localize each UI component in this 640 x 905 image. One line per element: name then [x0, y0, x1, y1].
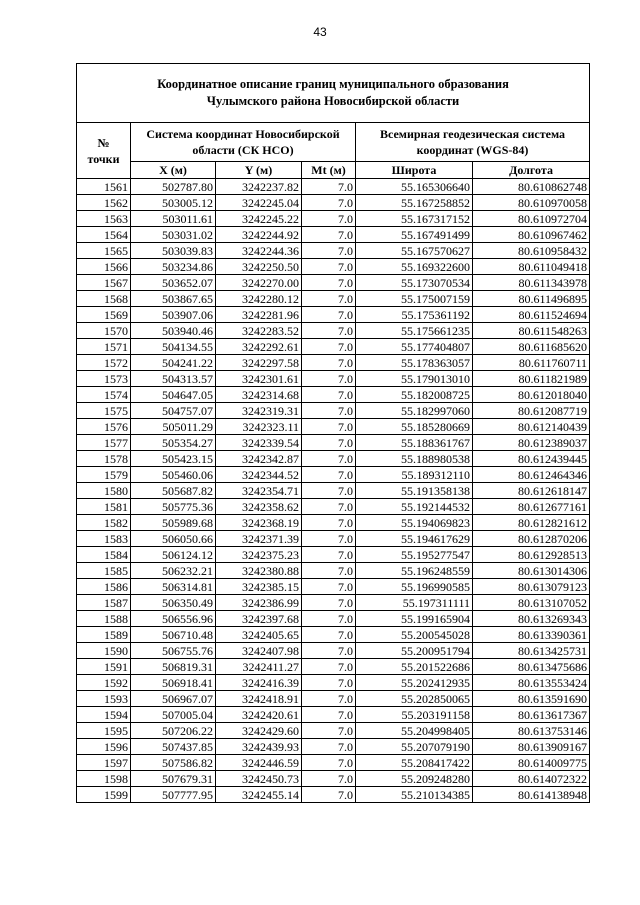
mt-cell: 7.0 [302, 403, 356, 419]
point-number-cell: 1577 [77, 435, 131, 451]
mt-cell: 7.0 [302, 259, 356, 275]
x-cell: 503011.61 [131, 211, 216, 227]
table-row [77, 387, 590, 403]
y-cell: 3242371.39 [216, 531, 302, 547]
x-cell: 506967.07 [131, 691, 216, 707]
point-number-cell: 1569 [77, 307, 131, 323]
latitude-cell: 55.175661235 [356, 323, 473, 339]
latitude-cell: 55.210134385 [356, 787, 473, 803]
coordinates-table [76, 63, 590, 803]
longitude-cell: 80.610958432 [473, 243, 590, 259]
longitude-cell: 80.613390361 [473, 627, 590, 643]
y-cell: 3242237.82 [216, 179, 302, 195]
table-row [77, 739, 590, 755]
x-cell: 506314.81 [131, 579, 216, 595]
y-cell: 3242375.23 [216, 547, 302, 563]
x-cell: 503940.46 [131, 323, 216, 339]
point-number-cell: 1561 [77, 179, 131, 195]
table-row [77, 531, 590, 547]
point-number-cell: 1585 [77, 563, 131, 579]
point-number-cell: 1568 [77, 291, 131, 307]
x-cell: 505989.68 [131, 515, 216, 531]
y-cell: 3242244.36 [216, 243, 302, 259]
table-row [77, 403, 590, 419]
latitude-cell: 55.169322600 [356, 259, 473, 275]
mt-cell: 7.0 [302, 515, 356, 531]
latitude-cell: 55.209248280 [356, 771, 473, 787]
latitude-cell: 55.185280669 [356, 419, 473, 435]
table-row [77, 659, 590, 675]
x-cell: 506755.76 [131, 643, 216, 659]
table-row [77, 579, 590, 595]
point-number-cell: 1571 [77, 339, 131, 355]
longitude-cell: 80.612821612 [473, 515, 590, 531]
table-row [77, 611, 590, 627]
mt-cell: 7.0 [302, 787, 356, 803]
point-number-cell: 1578 [77, 451, 131, 467]
y-cell: 3242354.71 [216, 483, 302, 499]
x-cell: 507586.82 [131, 755, 216, 771]
point-number-cell: 1595 [77, 723, 131, 739]
title-row [77, 64, 590, 123]
table-title [77, 64, 590, 123]
table-row [77, 691, 590, 707]
y-column-header: Y (м) [216, 162, 302, 179]
latitude-cell: 55.202850065 [356, 691, 473, 707]
longitude-cell: 80.613107052 [473, 595, 590, 611]
table-row [77, 467, 590, 483]
y-cell: 3242244.92 [216, 227, 302, 243]
latitude-cell: 55.182997060 [356, 403, 473, 419]
longitude-cell: 80.613475686 [473, 659, 590, 675]
latitude-cell: 55.175361192 [356, 307, 473, 323]
longitude-cell: 80.611049418 [473, 259, 590, 275]
y-cell: 3242386.99 [216, 595, 302, 611]
longitude-cell: 80.613269343 [473, 611, 590, 627]
x-cell: 507777.95 [131, 787, 216, 803]
longitude-column-header: Долгота [473, 162, 590, 179]
point-number-cell: 1587 [77, 595, 131, 611]
latitude-cell: 55.173070534 [356, 275, 473, 291]
x-cell: 503005.12 [131, 195, 216, 211]
mt-cell: 7.0 [302, 659, 356, 675]
table-row [77, 211, 590, 227]
longitude-cell: 80.612928513 [473, 547, 590, 563]
latitude-cell: 55.203191158 [356, 707, 473, 723]
y-cell: 3242280.12 [216, 291, 302, 307]
y-cell: 3242455.14 [216, 787, 302, 803]
latitude-cell: 55.204998405 [356, 723, 473, 739]
point-number-cell: 1580 [77, 483, 131, 499]
mt-cell: 7.0 [302, 339, 356, 355]
point-number-cell: 1590 [77, 643, 131, 659]
longitude-cell: 80.612087719 [473, 403, 590, 419]
group-header-row [77, 123, 590, 162]
point-number-cell: 1575 [77, 403, 131, 419]
table-row [77, 707, 590, 723]
x-cell: 503039.83 [131, 243, 216, 259]
point-number-cell: 1567 [77, 275, 131, 291]
table-row [77, 771, 590, 787]
y-cell: 3242380.88 [216, 563, 302, 579]
y-cell: 3242314.68 [216, 387, 302, 403]
x-cell: 506556.96 [131, 611, 216, 627]
longitude-cell: 80.611821989 [473, 371, 590, 387]
x-cell: 504241.22 [131, 355, 216, 371]
mt-cell: 7.0 [302, 755, 356, 771]
y-cell: 3242339.54 [216, 435, 302, 451]
point-number-cell: 1562 [77, 195, 131, 211]
point-number-cell: 1591 [77, 659, 131, 675]
mt-cell: 7.0 [302, 707, 356, 723]
column-header-row [77, 162, 590, 179]
y-cell: 3242245.04 [216, 195, 302, 211]
longitude-cell: 80.613909167 [473, 739, 590, 755]
x-cell: 503867.65 [131, 291, 216, 307]
longitude-cell: 80.610972704 [473, 211, 590, 227]
mt-cell: 7.0 [302, 387, 356, 403]
table-row [77, 307, 590, 323]
latitude-cell: 55.200545028 [356, 627, 473, 643]
x-cell: 503031.02 [131, 227, 216, 243]
mt-cell: 7.0 [302, 739, 356, 755]
y-cell: 3242439.93 [216, 739, 302, 755]
longitude-cell: 80.614072322 [473, 771, 590, 787]
longitude-cell: 80.612464346 [473, 467, 590, 483]
y-cell: 3242420.61 [216, 707, 302, 723]
x-column-header: X (м) [131, 162, 216, 179]
table-row [77, 195, 590, 211]
latitude-cell: 55.167570627 [356, 243, 473, 259]
x-cell: 506819.31 [131, 659, 216, 675]
latitude-cell: 55.196248559 [356, 563, 473, 579]
latitude-cell: 55.188980538 [356, 451, 473, 467]
y-cell: 3242407.98 [216, 643, 302, 659]
point-number-cell: 1581 [77, 499, 131, 515]
mt-cell: 7.0 [302, 611, 356, 627]
mt-cell: 7.0 [302, 579, 356, 595]
mt-cell: 7.0 [302, 643, 356, 659]
longitude-cell: 80.612870206 [473, 531, 590, 547]
longitude-cell: 80.613617367 [473, 707, 590, 723]
y-cell: 3242283.52 [216, 323, 302, 339]
longitude-cell: 80.612389037 [473, 435, 590, 451]
table-row [77, 627, 590, 643]
point-number-header-line2: точки [87, 151, 120, 166]
x-cell: 505423.15 [131, 451, 216, 467]
longitude-cell: 80.613079123 [473, 579, 590, 595]
longitude-cell: 80.611760711 [473, 355, 590, 371]
y-cell: 3242418.91 [216, 691, 302, 707]
longitude-cell: 80.612618147 [473, 483, 590, 499]
mt-cell: 7.0 [302, 483, 356, 499]
x-cell: 505687.82 [131, 483, 216, 499]
latitude-cell: 55.188361767 [356, 435, 473, 451]
x-cell: 503907.06 [131, 307, 216, 323]
y-cell: 3242281.96 [216, 307, 302, 323]
table-row [77, 291, 590, 307]
mt-cell: 7.0 [302, 179, 356, 195]
latitude-cell: 55.182008725 [356, 387, 473, 403]
longitude-cell: 80.613425731 [473, 643, 590, 659]
nso-system-header: Система координат Новосибирской области (СК НСО) [131, 123, 356, 162]
point-number-header-line1: № [97, 135, 110, 150]
longitude-cell: 80.610862748 [473, 179, 590, 195]
mt-cell: 7.0 [302, 211, 356, 227]
table-row [77, 435, 590, 451]
x-cell: 502787.80 [131, 179, 216, 195]
latitude-cell: 55.175007159 [356, 291, 473, 307]
mt-column-header: Mt (м) [302, 162, 356, 179]
point-number-cell: 1574 [77, 387, 131, 403]
table-row [77, 227, 590, 243]
table-row [77, 419, 590, 435]
point-number-cell: 1588 [77, 611, 131, 627]
mt-cell: 7.0 [302, 227, 356, 243]
mt-cell: 7.0 [302, 323, 356, 339]
table-row [77, 499, 590, 515]
y-cell: 3242250.50 [216, 259, 302, 275]
point-number-cell: 1570 [77, 323, 131, 339]
latitude-cell: 55.194069823 [356, 515, 473, 531]
point-number-cell: 1566 [77, 259, 131, 275]
y-cell: 3242270.00 [216, 275, 302, 291]
x-cell: 506124.12 [131, 547, 216, 563]
table-row [77, 787, 590, 803]
y-cell: 3242292.61 [216, 339, 302, 355]
longitude-cell: 80.614138948 [473, 787, 590, 803]
latitude-cell: 55.167491499 [356, 227, 473, 243]
point-number-cell: 1564 [77, 227, 131, 243]
x-cell: 504757.07 [131, 403, 216, 419]
point-number-cell: 1594 [77, 707, 131, 723]
longitude-cell: 80.614009775 [473, 755, 590, 771]
point-number-cell: 1589 [77, 627, 131, 643]
y-cell: 3242319.31 [216, 403, 302, 419]
y-cell: 3242323.11 [216, 419, 302, 435]
point-number-cell: 1573 [77, 371, 131, 387]
point-number-cell: 1576 [77, 419, 131, 435]
point-number-cell: 1599 [77, 787, 131, 803]
mt-cell: 7.0 [302, 691, 356, 707]
mt-cell: 7.0 [302, 595, 356, 611]
mt-cell: 7.0 [302, 563, 356, 579]
x-cell: 507206.22 [131, 723, 216, 739]
latitude-cell: 55.208417422 [356, 755, 473, 771]
latitude-cell: 55.196990585 [356, 579, 473, 595]
table-row [77, 451, 590, 467]
point-number-cell: 1584 [77, 547, 131, 563]
y-cell: 3242385.15 [216, 579, 302, 595]
table-row [77, 243, 590, 259]
latitude-cell: 55.165306640 [356, 179, 473, 195]
table-title-line1: Координатное описание границ муниципального образования [157, 77, 509, 91]
x-cell: 506050.66 [131, 531, 216, 547]
longitude-cell: 80.611524694 [473, 307, 590, 323]
longitude-cell: 80.613753146 [473, 723, 590, 739]
mt-cell: 7.0 [302, 243, 356, 259]
x-cell: 506350.49 [131, 595, 216, 611]
point-number-cell: 1586 [77, 579, 131, 595]
x-cell: 504134.55 [131, 339, 216, 355]
longitude-cell: 80.613591690 [473, 691, 590, 707]
x-cell: 504313.57 [131, 371, 216, 387]
y-cell: 3242301.61 [216, 371, 302, 387]
table-title-line2: Чулымского района Новосибирской области [206, 94, 460, 108]
x-cell: 505460.06 [131, 467, 216, 483]
table-row [77, 371, 590, 387]
x-cell: 506710.48 [131, 627, 216, 643]
x-cell: 506232.21 [131, 563, 216, 579]
x-cell: 507437.85 [131, 739, 216, 755]
latitude-cell: 55.200951794 [356, 643, 473, 659]
table-row [77, 483, 590, 499]
point-number-header [77, 123, 131, 179]
x-cell: 504647.05 [131, 387, 216, 403]
latitude-cell: 55.167258852 [356, 195, 473, 211]
mt-cell: 7.0 [302, 275, 356, 291]
table-row [77, 259, 590, 275]
wgs84-system-header: Всемирная геодезическая система координат (WGS-84) [356, 123, 590, 162]
longitude-cell: 80.613553424 [473, 675, 590, 691]
y-cell: 3242358.62 [216, 499, 302, 515]
longitude-cell: 80.610970058 [473, 195, 590, 211]
table-row [77, 723, 590, 739]
y-cell: 3242405.65 [216, 627, 302, 643]
point-number-cell: 1579 [77, 467, 131, 483]
longitude-cell: 80.612677161 [473, 499, 590, 515]
table-row [77, 547, 590, 563]
mt-cell: 7.0 [302, 547, 356, 563]
point-number-cell: 1597 [77, 755, 131, 771]
mt-cell: 7.0 [302, 499, 356, 515]
mt-cell: 7.0 [302, 419, 356, 435]
longitude-cell: 80.611685620 [473, 339, 590, 355]
y-cell: 3242342.87 [216, 451, 302, 467]
longitude-cell: 80.612439445 [473, 451, 590, 467]
latitude-column-header: Широта [356, 162, 473, 179]
longitude-cell: 80.612018040 [473, 387, 590, 403]
y-cell: 3242416.39 [216, 675, 302, 691]
point-number-cell: 1582 [77, 515, 131, 531]
latitude-cell: 55.195277547 [356, 547, 473, 563]
mt-cell: 7.0 [302, 531, 356, 547]
latitude-cell: 55.197311111 [356, 595, 473, 611]
table-row [77, 755, 590, 771]
y-cell: 3242368.19 [216, 515, 302, 531]
latitude-cell: 55.177404807 [356, 339, 473, 355]
latitude-cell: 55.207079190 [356, 739, 473, 755]
y-cell: 3242344.52 [216, 467, 302, 483]
y-cell: 3242450.73 [216, 771, 302, 787]
mt-cell: 7.0 [302, 291, 356, 307]
x-cell: 505354.27 [131, 435, 216, 451]
x-cell: 505011.29 [131, 419, 216, 435]
latitude-cell: 55.201522686 [356, 659, 473, 675]
y-cell: 3242429.60 [216, 723, 302, 739]
longitude-cell: 80.611548263 [473, 323, 590, 339]
longitude-cell: 80.610967462 [473, 227, 590, 243]
table-row [77, 323, 590, 339]
longitude-cell: 80.612140439 [473, 419, 590, 435]
y-cell: 3242297.58 [216, 355, 302, 371]
table-row [77, 355, 590, 371]
y-cell: 3242411.27 [216, 659, 302, 675]
latitude-cell: 55.179013010 [356, 371, 473, 387]
table-row [77, 563, 590, 579]
x-cell: 505775.36 [131, 499, 216, 515]
mt-cell: 7.0 [302, 675, 356, 691]
table-row [77, 179, 590, 195]
table-row [77, 275, 590, 291]
longitude-cell: 80.613014306 [473, 563, 590, 579]
table-row [77, 339, 590, 355]
mt-cell: 7.0 [302, 371, 356, 387]
mt-cell: 7.0 [302, 723, 356, 739]
y-cell: 3242245.22 [216, 211, 302, 227]
point-number-cell: 1596 [77, 739, 131, 755]
mt-cell: 7.0 [302, 355, 356, 371]
mt-cell: 7.0 [302, 467, 356, 483]
x-cell: 503652.07 [131, 275, 216, 291]
mt-cell: 7.0 [302, 435, 356, 451]
latitude-cell: 55.199165904 [356, 611, 473, 627]
mt-cell: 7.0 [302, 771, 356, 787]
mt-cell: 7.0 [302, 627, 356, 643]
x-cell: 506918.41 [131, 675, 216, 691]
latitude-cell: 55.189312110 [356, 467, 473, 483]
table-row [77, 675, 590, 691]
point-number-cell: 1593 [77, 691, 131, 707]
point-number-cell: 1592 [77, 675, 131, 691]
y-cell: 3242446.59 [216, 755, 302, 771]
x-cell: 507679.31 [131, 771, 216, 787]
mt-cell: 7.0 [302, 195, 356, 211]
longitude-cell: 80.611496895 [473, 291, 590, 307]
page-number: 43 [313, 25, 327, 39]
mt-cell: 7.0 [302, 307, 356, 323]
table-row [77, 643, 590, 659]
latitude-cell: 55.202412935 [356, 675, 473, 691]
table-row [77, 595, 590, 611]
latitude-cell: 55.192144532 [356, 499, 473, 515]
y-cell: 3242397.68 [216, 611, 302, 627]
x-cell: 503234.86 [131, 259, 216, 275]
point-number-cell: 1598 [77, 771, 131, 787]
mt-cell: 7.0 [302, 451, 356, 467]
latitude-cell: 55.194617629 [356, 531, 473, 547]
latitude-cell: 55.167317152 [356, 211, 473, 227]
point-number-cell: 1563 [77, 211, 131, 227]
point-number-cell: 1583 [77, 531, 131, 547]
point-number-cell: 1565 [77, 243, 131, 259]
x-cell: 507005.04 [131, 707, 216, 723]
table-row [77, 515, 590, 531]
point-number-cell: 1572 [77, 355, 131, 371]
longitude-cell: 80.611343978 [473, 275, 590, 291]
latitude-cell: 55.191358138 [356, 483, 473, 499]
latitude-cell: 55.178363057 [356, 355, 473, 371]
